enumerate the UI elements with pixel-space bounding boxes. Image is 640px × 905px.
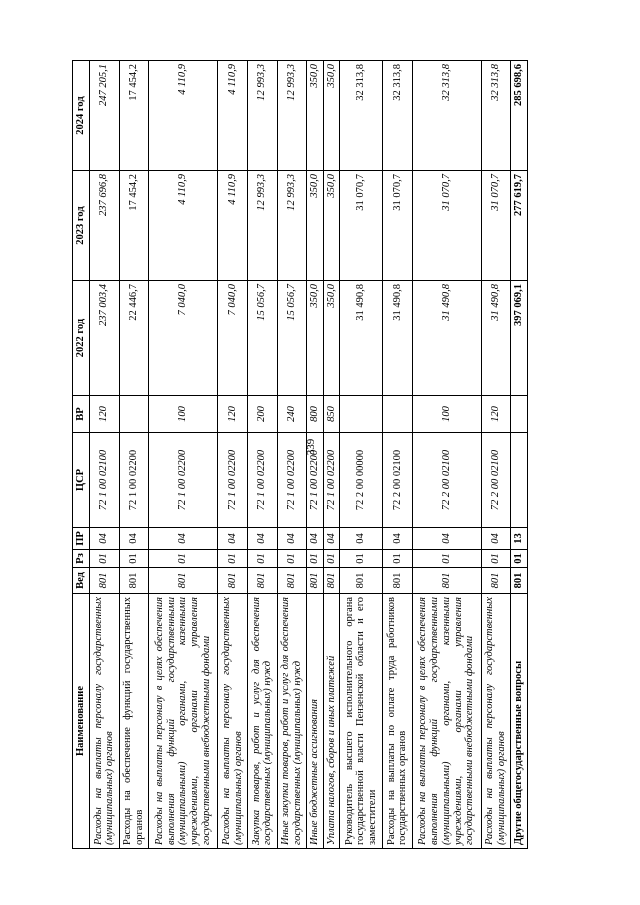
row-pr: 04 [149,528,218,550]
header-rz: Рз [73,550,90,568]
row-rz: 01 [248,550,278,568]
header-2023: 2023 год [73,171,90,281]
row-rz: 01 [481,550,511,568]
table-row [149,61,218,849]
row-name: Расходы на обеспечение функций государственных органов [119,594,149,849]
row-vr: 120 [90,396,120,433]
header-ved: Вед [73,568,90,594]
row-name: Расходы на выплаты персоналу государственных (муниципальных) органов [218,594,248,849]
row-vr: 240 [277,396,307,433]
row-2024: 350,0 [307,61,324,171]
row-csr: 72 2 00 02100 [383,433,413,528]
page-number: 339 [305,438,317,456]
header-csr: ЦСР [73,433,90,528]
row-vr: 120 [218,396,248,433]
row-2023: 31 070,7 [383,171,413,281]
row-2022: 22 446,7 [119,281,149,396]
row-2024: 32 313,8 [340,61,383,171]
row-name: Закупка товаров, работ и услуг для обеспечения государственных (муниципальных) нужд [248,594,278,849]
rotated-table-container [72,61,528,849]
row-2024: 17 454,2 [119,61,149,171]
row-pr: 04 [412,528,481,550]
header-vr: ВР [73,396,90,433]
budget-table [72,60,528,849]
row-vr: 100 [149,396,218,433]
row-pr: 04 [481,528,511,550]
row-rz: 01 [340,550,383,568]
row-csr: 72 1 00 02200 [149,433,218,528]
row-name: Другие общегосударственные вопросы [511,594,528,849]
table-row [412,61,481,849]
row-csr: 72 1 00 02200 [248,433,278,528]
row-2022: 31 490,8 [340,281,383,396]
row-ved: 801 [119,568,149,594]
row-pr: 04 [90,528,120,550]
row-ved: 801 [248,568,278,594]
row-vr [119,396,149,433]
row-csr: 72 2 00 02100 [412,433,481,528]
row-ved: 801 [277,568,307,594]
row-pr: 04 [218,528,248,550]
row-2024: 247 205,1 [90,61,120,171]
row-2022: 350,0 [323,281,340,396]
row-rz: 01 [323,550,340,568]
row-pr: 04 [340,528,383,550]
row-ved: 801 [307,568,324,594]
row-2024: 12 993,3 [248,61,278,171]
row-csr: 72 1 00 02200 [307,433,324,528]
row-csr: 72 1 00 02200 [218,433,248,528]
row-2023: 237 696,8 [90,171,120,281]
table-row [481,61,511,849]
row-rz: 01 [119,550,149,568]
row-vr: 100 [412,396,481,433]
row-csr: 72 2 00 00000 [340,433,383,528]
row-2023: 350,0 [323,171,340,281]
table-row [307,61,324,849]
row-name: Руководитель высшего исполнительного органа государственной власти Пензенской области и его заместители [340,594,383,849]
table-row [277,61,307,849]
table-row-total [511,61,528,849]
row-2022: 15 056,7 [277,281,307,396]
row-2024: 32 313,8 [383,61,413,171]
row-rz: 01 [412,550,481,568]
row-pr: 04 [277,528,307,550]
row-rz: 01 [149,550,218,568]
row-name: Расходы на выплаты персоналу в целях обеспечения выполнения функций государственными (муниципальными) органами, казенными учреждениями, органами управления государственными внебюджетными фондами [149,594,218,849]
row-name: Уплата налогов, сборов и иных платежей [323,594,340,849]
row-2024: 285 698,6 [511,61,528,171]
row-rz: 01 [511,550,528,568]
row-2024: 4 110,9 [149,61,218,171]
table-header-row [73,61,90,849]
row-ved: 801 [481,568,511,594]
row-vr: 800 [307,396,324,433]
row-name: Расходы на выплаты по оплате труда работников государственных органов [383,594,413,849]
row-pr: 04 [119,528,149,550]
row-2022: 31 490,8 [383,281,413,396]
row-csr [511,433,528,528]
row-2022: 31 490,8 [481,281,511,396]
table-row [90,61,120,849]
row-csr: 72 1 00 02200 [277,433,307,528]
table-row [340,61,383,849]
row-2023: 277 619,7 [511,171,528,281]
row-rz: 01 [218,550,248,568]
row-vr [511,396,528,433]
header-2024: 2024 год [73,61,90,171]
row-name: Иные закупки товаров, работ и услуг для обеспечения государственных (муниципальных) нужд [277,594,307,849]
row-2023: 12 993,3 [248,171,278,281]
row-vr [340,396,383,433]
row-pr: 04 [323,528,340,550]
row-name: Расходы на выплаты персоналу государственных (муниципальных) органов [481,594,511,849]
row-vr: 120 [481,396,511,433]
row-pr: 04 [383,528,413,550]
row-2023: 31 070,7 [481,171,511,281]
table-row [119,61,149,849]
row-vr: 200 [248,396,278,433]
row-2024: 12 993,3 [277,61,307,171]
header-name: Наименование [73,594,90,849]
row-2023: 17 454,2 [119,171,149,281]
row-ved: 801 [218,568,248,594]
row-2024: 32 313,8 [481,61,511,171]
header-pr: ПР [73,528,90,550]
row-2023: 31 070,7 [412,171,481,281]
row-2023: 31 070,7 [340,171,383,281]
row-name: Иные бюджетные ассигнования [307,594,324,849]
row-2024: 32 313,8 [412,61,481,171]
row-rz: 01 [90,550,120,568]
row-pr: 13 [511,528,528,550]
row-ved: 801 [90,568,120,594]
row-ved: 801 [383,568,413,594]
row-2022: 7 040,0 [218,281,248,396]
row-ved: 801 [412,568,481,594]
row-2022: 397 069,1 [511,281,528,396]
row-2023: 12 993,3 [277,171,307,281]
row-2022: 237 003,4 [90,281,120,396]
row-2022: 350,0 [307,281,324,396]
row-ved: 801 [511,568,528,594]
table-row [383,61,413,849]
row-name: Расходы на выплаты персоналу государственных (муниципальных) органов [90,594,120,849]
row-2023: 4 110,9 [218,171,248,281]
row-2022: 31 490,8 [412,281,481,396]
row-2024: 350,0 [323,61,340,171]
header-2022: 2022 год [73,281,90,396]
row-ved: 801 [340,568,383,594]
table-row [323,61,340,849]
table-row [218,61,248,849]
row-vr [383,396,413,433]
row-ved: 801 [149,568,218,594]
row-name: Расходы на выплаты персоналу в целях обеспечения выполнения функций государственными (муниципальными) органами, казенными учреждениями, органами управления государственными внебюджетными фондами [412,594,481,849]
row-2023: 350,0 [307,171,324,281]
row-2023: 4 110,9 [149,171,218,281]
row-csr: 72 1 00 02200 [323,433,340,528]
table-row [248,61,278,849]
row-rz: 01 [307,550,324,568]
row-2022: 15 056,7 [248,281,278,396]
row-csr: 72 2 00 02100 [481,433,511,528]
row-vr: 850 [323,396,340,433]
row-pr: 04 [248,528,278,550]
row-rz: 01 [277,550,307,568]
row-2024: 4 110,9 [218,61,248,171]
row-ved: 801 [323,568,340,594]
row-csr: 72 1 00 02100 [90,433,120,528]
row-csr: 72 1 00 02200 [119,433,149,528]
row-2022: 7 040,0 [149,281,218,396]
row-rz: 01 [383,550,413,568]
row-pr: 04 [307,528,324,550]
